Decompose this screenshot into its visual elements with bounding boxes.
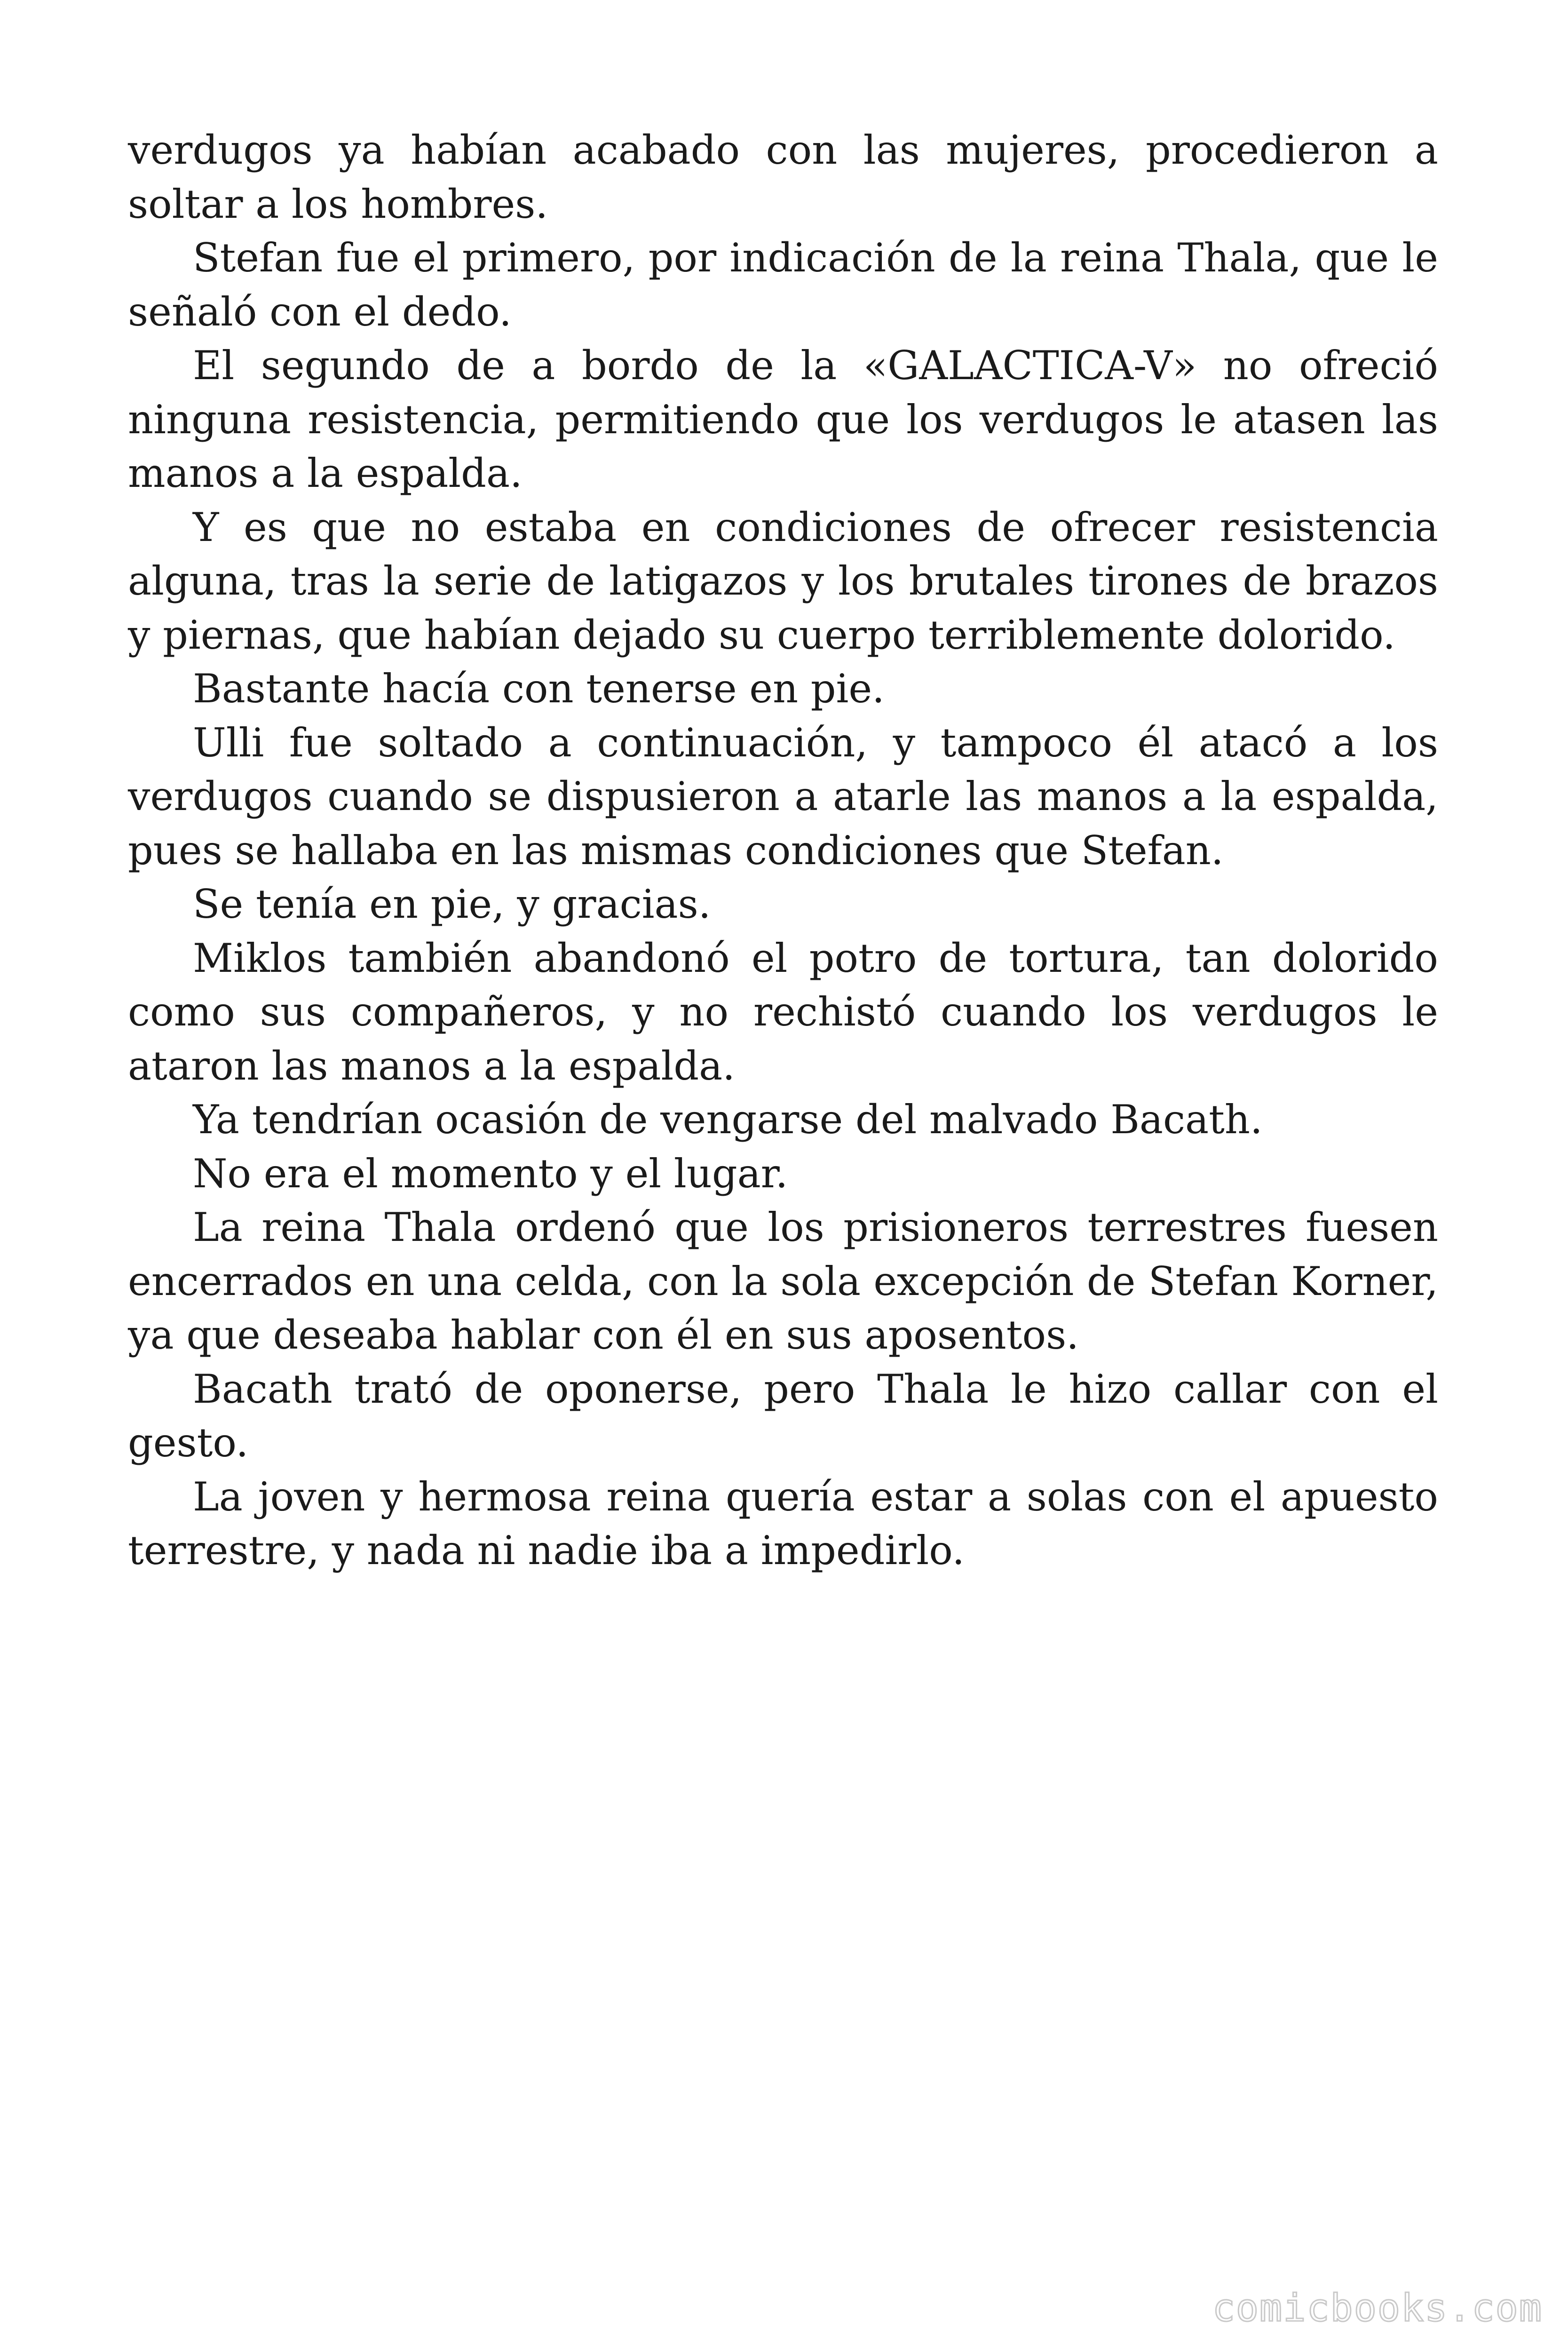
paragraph-7: Se tenía en pie, y gracias. — [193, 881, 711, 927]
paragraph-11: La reina Thala ordenó que los prisioneros terrestres fuesen encerrados en una celda, con la sola excepción de Stefan Korner, ya que deseaba hablar con él en sus aposentos. — [128, 1204, 1438, 1358]
paragraph-1: verdugos ya habían acabado con las mujeres, procedieron a soltar a los hombres. — [128, 127, 1438, 227]
paragraph-13: La joven y hermosa reina quería estar a solas con el apuesto terrestre, y nada ni nadie iba a impedirlo. — [128, 1473, 1438, 1573]
paragraph-4: Y es que no estaba en condiciones de ofrecer resistencia alguna, tras la serie de latigazos y los brutales tirones de brazos y piernas, que habían dejado su cuerpo terriblemente dolorido. — [128, 504, 1438, 658]
paragraph-2: Stefan fue el primero, por indicación de la reina Thala, que le señaló con el dedo. — [128, 235, 1438, 335]
paragraph-5: Bastante hacía con tenerse en pie. — [193, 666, 885, 712]
paragraph-12: Bacath trató de oponerse, pero Thala le hizo callar con el gesto. — [128, 1366, 1438, 1466]
watermark: comicbooks.com — [1212, 2286, 1543, 2330]
paragraph-8: Miklos también abandonó el potro de tortura, tan dolorido como sus compañeros, y no rechistó cuando los verdugos le ataron las manos a la espalda. — [128, 935, 1438, 1089]
paragraph-3: El segundo de a bordo de la «GALACTICA-V» no ofreció ninguna resistencia, permitiendo que los verdugos le atasen las manos a la espalda. — [128, 342, 1438, 496]
paragraph-10: No era el momento y el lugar. — [193, 1150, 788, 1197]
body-text — [128, 123, 1438, 1578]
paragraph-6: Ulli fue soltado a continuación, y tampoco él atacó a los verdugos cuando se dispusieron a atarle las manos a la espalda, pues se hallaba en las mismas condiciones que Stefan. — [128, 719, 1438, 874]
paragraph-9: Ya tendrían ocasión de vengarse del malvado Bacath. — [193, 1097, 1263, 1143]
